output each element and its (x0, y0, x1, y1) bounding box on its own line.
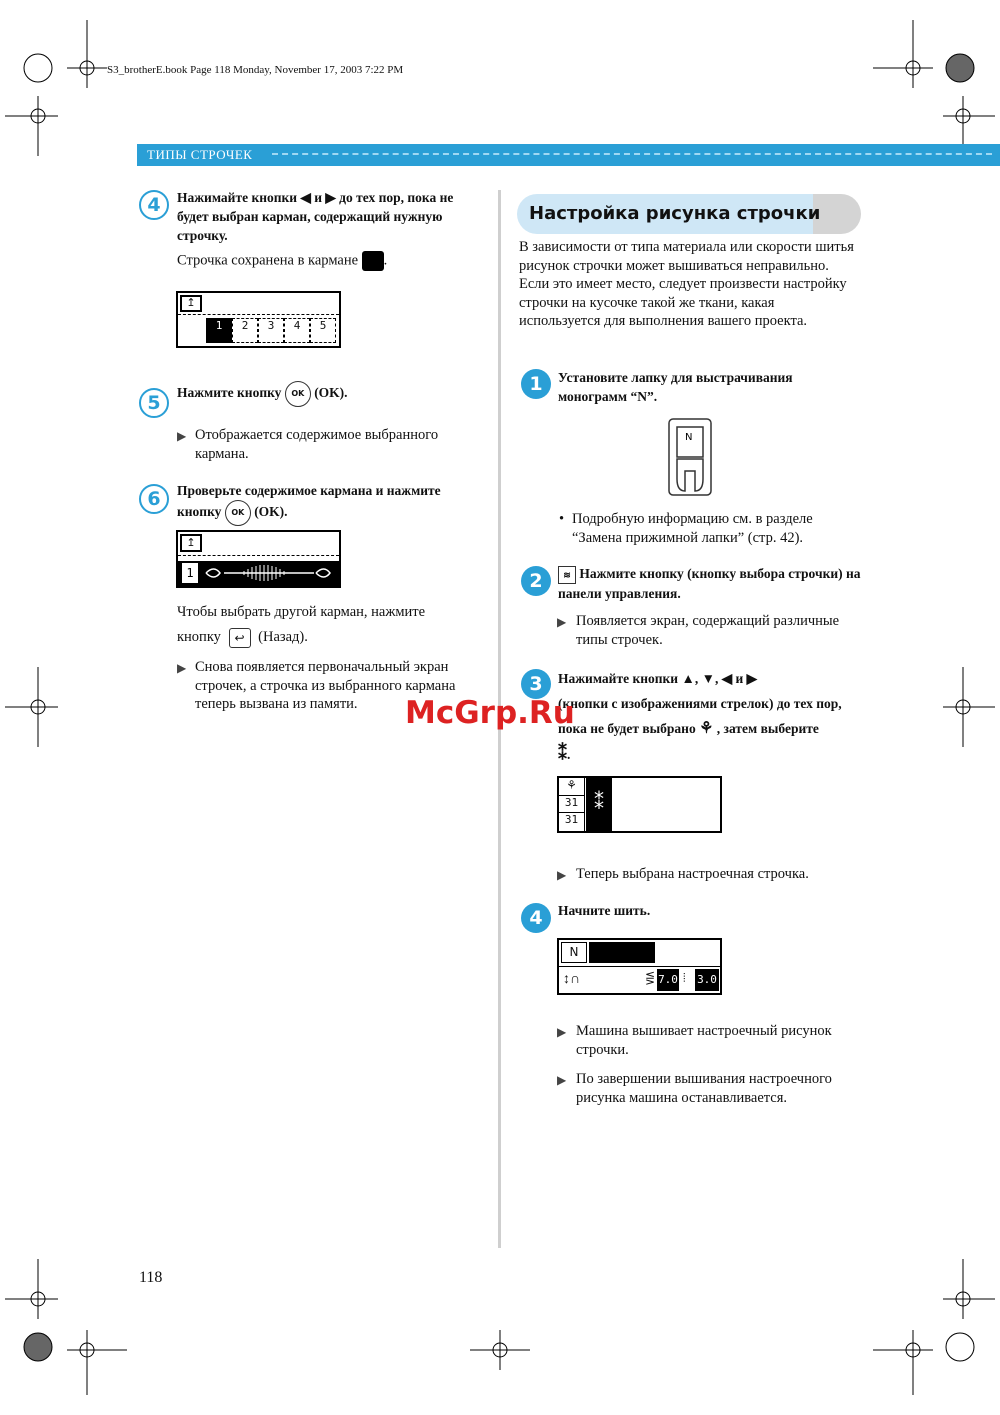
stitch-category-icon: ⚘ (559, 778, 584, 796)
r-step-1-note (557, 510, 857, 547)
stitch-number: 31 (564, 813, 579, 826)
crop-dot-icon (946, 54, 974, 82)
result-arrow-icon: ▶ (557, 1073, 567, 1087)
step-5-number: 5 (139, 388, 169, 418)
r-step-3-result-text: Теперь выбрана настроечная строчка. (576, 866, 809, 882)
step-4-text (177, 188, 482, 245)
step-6-text-b: кнопку (177, 504, 222, 520)
left-arrow-icon: ◀ (300, 190, 311, 205)
section-title: Настройка рисунка строчки (529, 203, 821, 224)
crop-dot-icon (24, 1333, 52, 1361)
step-4-saved-note: Строчка сохранена в кармане . (177, 251, 387, 271)
r-step-1-note-text: Подробную информацию см. в разделе “Замена прижимной лапки” (стр. 42). (572, 511, 813, 546)
back-suffix: (Назад). (258, 629, 308, 645)
length-icon: ⦙ (683, 971, 686, 985)
back-button-icon: ↩ (229, 628, 251, 648)
final-result-text: Снова появляется первоначальный экран строчек, а строчка из выбранного кармана теперь вызвана из памяти. (195, 659, 456, 712)
pocket-slot: 2 (232, 318, 258, 343)
memory-icon: ↥ (180, 534, 202, 552)
pocket-stitch-pattern (178, 561, 339, 586)
r-step-3-text-d: , затем выберите (716, 721, 819, 736)
crosshair-icon (5, 96, 58, 156)
result-arrow-icon: ▶ (177, 429, 187, 443)
step-6-text (177, 481, 477, 526)
ok-button-icon: OK (225, 500, 251, 526)
r-step-2-result-text: Появляется экран, содержащий различные типы строчек. (576, 613, 840, 648)
r-step-4-result-2 (557, 1070, 862, 1107)
crosshair-icon (470, 1330, 530, 1370)
crosshair-icon (943, 667, 995, 747)
pocket-icon (362, 251, 384, 271)
crop-sunburst-icon (946, 1333, 974, 1361)
needle-icon: ↕∩ (563, 972, 581, 987)
back-instruction (177, 600, 477, 650)
stitch-preview-icon (589, 942, 655, 963)
foot-indicator: N (561, 942, 587, 963)
stitch-pattern-icon (204, 563, 334, 584)
crosshair-icon (5, 667, 58, 747)
r-step-3-text-c: пока не будет выбрано (558, 721, 696, 736)
r-step-3-result (557, 865, 857, 884)
step-5-label: Нажмите кнопку (177, 385, 282, 401)
decorative-stitch-icon: ⚘ (699, 720, 714, 737)
result-arrow-icon: ▶ (557, 1025, 567, 1039)
result-arrow-icon: ▶ (177, 661, 187, 675)
crop-sunburst-icon (24, 54, 52, 82)
tuning-stitch-icon: ⁑ (558, 743, 567, 763)
step-6-number: 6 (139, 484, 169, 514)
stitch-select-button-icon: ≋ (558, 566, 576, 584)
ok-button-icon: OK (285, 381, 311, 407)
crosshair-icon (67, 1330, 127, 1395)
crosshair-icon (5, 1259, 58, 1319)
intro-paragraph: В зависимости от типа материала или скорости шитья рисунок строчки может вышиваться неправильно. Если это имеет место, следует произвести настройку строчки на кусочке такой же ткани, какая используется для выполнения вашего проекта. (519, 239, 854, 329)
selected-stitch-icon: ⁑ (586, 778, 612, 831)
step-6-text-a: Проверьте содержимое кармана и нажмите (177, 483, 441, 498)
result-arrow-icon: ▶ (557, 615, 567, 629)
print-header-line: S3_brotherE.book Page 118 Monday, November 17, 2003 7:22 PM (107, 64, 404, 76)
step-5-text (177, 381, 348, 407)
step-5-result (177, 426, 477, 463)
lcd-pocket-contents (176, 530, 341, 588)
lcd-pocket-select (176, 291, 341, 348)
section-bar (137, 144, 1000, 166)
memory-icon: ↥ (180, 295, 202, 312)
page-number: 118 (139, 1269, 163, 1286)
right-arrow-icon: ▶ (325, 190, 336, 205)
r-step-4-result-1-text: Машина вышивает настроечный рисунок строчки. (576, 1023, 832, 1058)
r-step-2-label: Нажмите кнопку (кнопку выбора строчки) на панели управления. (558, 566, 861, 601)
r-step-4-number: 4 (521, 903, 551, 933)
bullet: • (559, 511, 565, 527)
crosshair-icon (943, 1259, 995, 1319)
pocket-slot: 1 (206, 318, 232, 343)
step-4-number: 4 (139, 190, 169, 220)
r-step-1-number: 1 (521, 369, 551, 399)
r-step-4-text: Начните шить. (558, 903, 651, 918)
r-step-2-text (558, 564, 868, 603)
back-text-b: кнопку (177, 629, 221, 645)
result-arrow-icon: ▶ (557, 868, 567, 882)
r-step-4-result-1 (557, 1022, 862, 1059)
pocket-slot: 4 (284, 318, 310, 343)
r-step-1-text: Установите лапку для выстрачивания монограмм “N”. (558, 370, 793, 404)
step-4-text-a: Нажимайте кнопки (177, 190, 298, 205)
step-5-suffix: (OK). (314, 385, 348, 401)
r-step-3-number: 3 (521, 669, 551, 699)
back-text-a: Чтобы выбрать другой карман, нажмите (177, 604, 426, 620)
foot-letter: N (685, 432, 693, 443)
stitch-number: 31 (559, 796, 584, 813)
section-bar-title: ТИПЫ СТРОЧЕК (147, 147, 253, 162)
pocket-number: 1 (182, 563, 198, 583)
r-step-3-text-b: (кнопки с изображениями стрелок) до тех пор, (558, 696, 842, 711)
lcd-sewing-screen (557, 938, 722, 995)
lcd-stitch-selected (557, 776, 722, 833)
r-step-2-result (557, 612, 857, 649)
step-6-suffix: (OK). (254, 504, 288, 520)
stitch-length-value: 3.0 (695, 969, 719, 991)
pocket-slot: 3 (258, 318, 284, 343)
r-step-2-number: 2 (521, 566, 551, 596)
step-4-text-d: не будет выбран карман, содержащий нужную строчку. (177, 190, 454, 243)
step-4-saved-text: Строчка сохранена в кармане (177, 252, 359, 269)
crosshair-icon (873, 20, 933, 88)
step-4-text-c: до тех пор, пока (339, 190, 437, 205)
r-step-3-text-a: Нажимайте кнопки ▲, ▼, ◀ и ▶ (558, 671, 757, 686)
crosshair-icon (873, 1330, 933, 1395)
stitch-width-value: 7.0 (657, 969, 679, 991)
section-bar-dashes (272, 153, 992, 155)
crosshair-icon (67, 20, 107, 88)
pocket-slot: 5 (310, 318, 336, 343)
step-5-result-text: Отображается содержимое выбранного кармана. (195, 427, 439, 462)
watermark: McGrp.Ru (405, 695, 575, 731)
r-step-4-result-2-text: По завершении вышивания настроечного рисунка машина останавливается. (576, 1071, 832, 1106)
step-4-text-b: и (314, 190, 323, 205)
r-step-3-text: Нажимайте кнопки ▲, ▼, ◀ и ▶ (кнопки с изображениями стрелок) до тех пор, пока не будет выбрано ⚘ , затем выберите ⁑. (558, 671, 842, 763)
width-icon: ⋚ (645, 971, 656, 985)
presser-foot-n-icon (667, 417, 713, 497)
